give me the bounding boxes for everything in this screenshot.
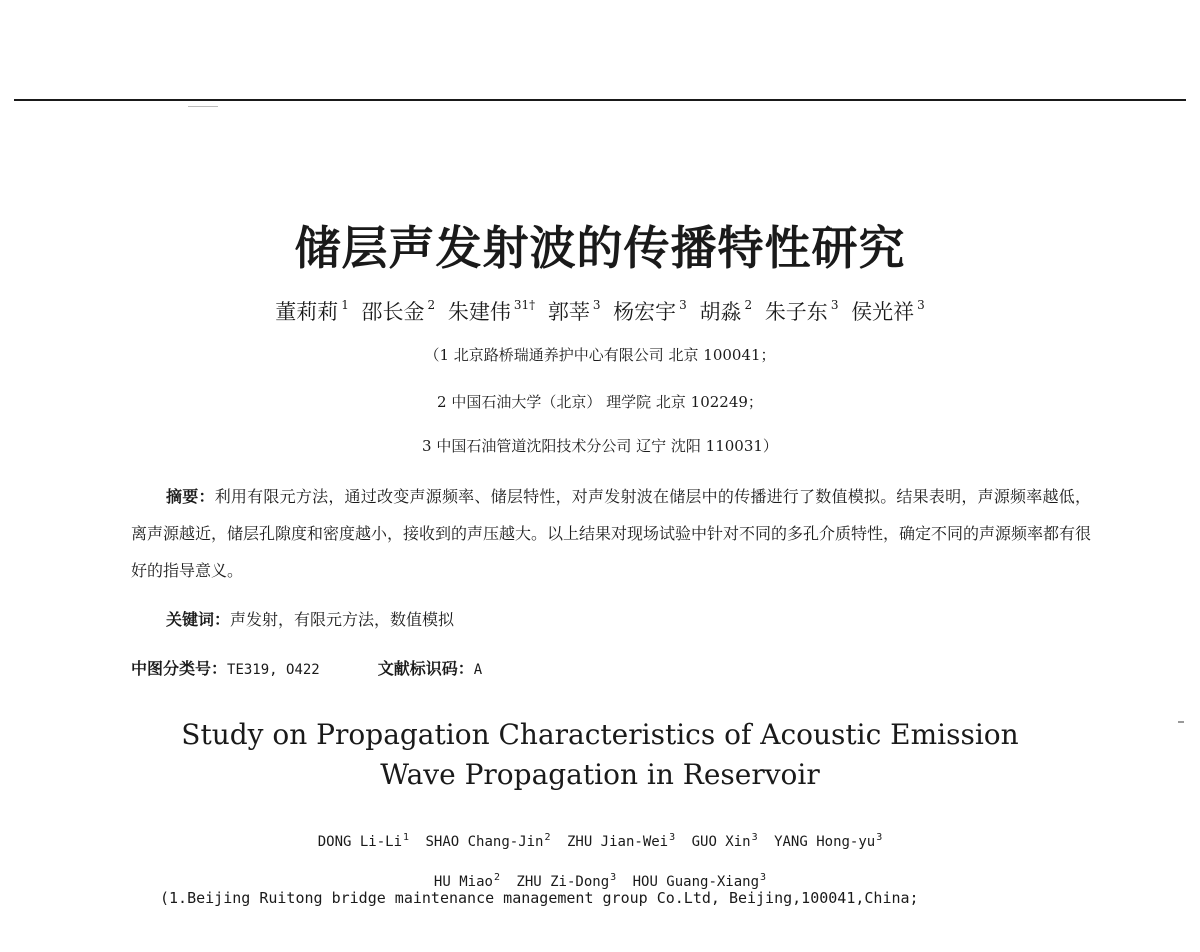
author-zh: 董莉莉 $^1$ bbox=[275, 298, 349, 324]
header-rule bbox=[14, 99, 1186, 101]
english-title-line-2: Wave Propagation in Reservoir bbox=[380, 758, 820, 791]
author-en: DONG Li-Li$^1$ bbox=[317, 832, 410, 850]
chinese-author-list bbox=[0, 296, 1200, 326]
classification-value: TE319, O422 bbox=[227, 662, 320, 678]
chinese-keywords bbox=[166, 607, 454, 630]
english-author-list-2 bbox=[0, 872, 1200, 890]
author-en: ZHU Zi-Dong$^3$ bbox=[516, 872, 617, 890]
author-zh: 朱子东 $^3$ bbox=[764, 298, 839, 324]
affiliation-zh-1: （1 北京路桥瑞通养护中心有限公司 北京 100041； bbox=[424, 346, 776, 364]
document-code-value: A bbox=[473, 662, 483, 678]
english-author-list-1 bbox=[0, 832, 1200, 850]
author-zh: 侯光祥 $^3$ bbox=[851, 298, 925, 324]
classification-line bbox=[131, 656, 482, 679]
affiliation-zh-3: 3 中国石油管道沈阳技术分公司 辽宁 沈阳 110031） bbox=[422, 437, 778, 455]
author-en: HU Miao$^2$ bbox=[433, 872, 500, 890]
author-zh: 杨宏宇 $^3$ bbox=[613, 298, 687, 324]
english-affiliation: (1.Beijing Ruitong bridge maintenance management group Co.Ltd, Beijing,100041,China; bbox=[160, 889, 919, 907]
chinese-abstract bbox=[131, 478, 1091, 589]
author-en: SHAO Chang-Jin$^2$ bbox=[425, 832, 551, 850]
author-en: ZHU Jian-Wei$^3$ bbox=[566, 832, 676, 850]
affiliation-zh-2: 2 中国石油大学（北京） 理学院 北京 102249； bbox=[437, 393, 763, 411]
author-en: GUO Xin$^3$ bbox=[691, 832, 758, 850]
document-code-label: 文献标识码： bbox=[377, 659, 474, 678]
english-title bbox=[0, 715, 1200, 795]
scan-speck bbox=[188, 106, 218, 107]
abstract-text: 利用有限元方法，通过改变声源频率、储层特性，对声发射波在储层中的传播进行了数值模拟。结果表明，声源频率越低，离声源越近，储层孔隙度和密度越小，接收到的声压越大。以上结果对现场试验中针对不同的多孔介质特性，确定不同的声源频率都有很好的指导意义。 bbox=[131, 487, 1092, 580]
author-zh: 郭莘 $^3$ bbox=[547, 298, 601, 324]
keywords-label: 关键词： bbox=[166, 610, 231, 629]
abstract-label: 摘要： bbox=[166, 487, 215, 506]
author-zh: 胡淼 $^2$ bbox=[699, 298, 753, 324]
keywords-text: 声发射，有限元方法，数值模拟 bbox=[230, 610, 455, 629]
author-en: YANG Hong-$yu^3$ bbox=[774, 832, 883, 850]
author-en: HOU Guang-Xiang$^3$ bbox=[632, 872, 767, 890]
author-zh: 邵长金 $^2$ bbox=[361, 298, 436, 324]
document-code bbox=[378, 659, 482, 678]
english-title-line-1: Study on Propagation Characteristics of Acoustic Emission bbox=[181, 718, 1019, 751]
chinese-title: 储层声发射波的传播特性研究 bbox=[294, 221, 906, 275]
classification-label: 中图分类号： bbox=[131, 659, 228, 678]
author-zh: 朱建伟 $^{31\dagger}$ bbox=[447, 298, 536, 324]
